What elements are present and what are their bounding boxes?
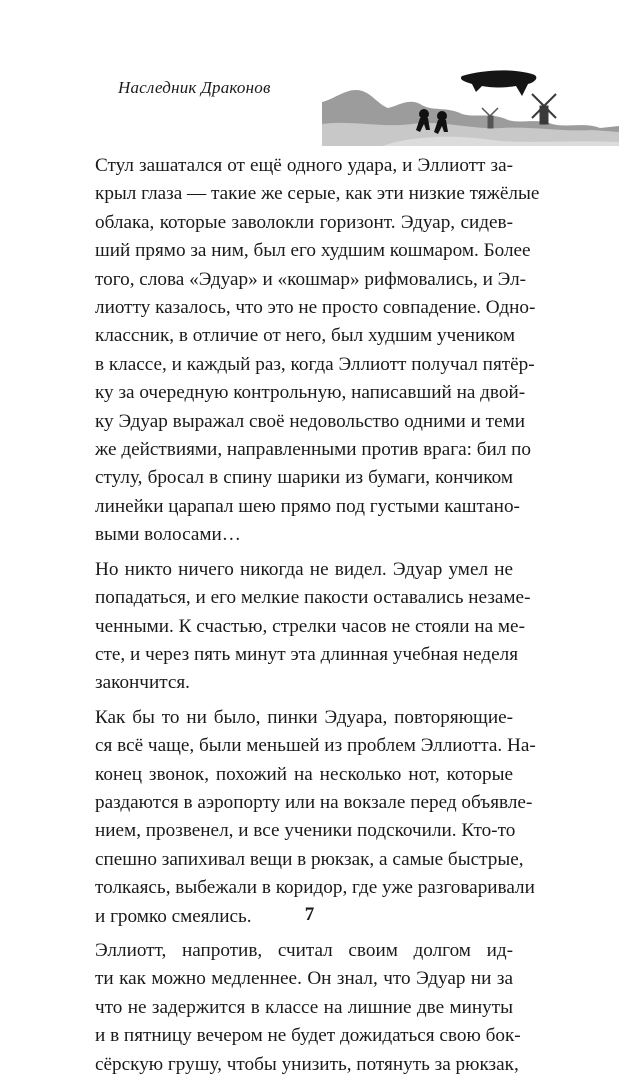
text-line: ти как можно медленнее. Он знал, что Эдуар ни за <box>95 968 513 990</box>
text-line: стулу, бросал в спину шарики из бумаги, кончиком <box>95 467 513 489</box>
paragraph <box>95 704 536 931</box>
text-line: выми волосами… <box>95 524 241 546</box>
text-line: линейки царапал шею прямо под густыми каштано- <box>95 495 520 517</box>
text-line: крыл глаза — такие же серые, как эти низкие тяжёлые <box>95 183 540 205</box>
text-line: Как бы то ни было, пинки Эдуара, повторяющие- <box>95 706 513 728</box>
header-illustration <box>322 62 619 146</box>
text-line: же действиями, направленными против врага: бил по <box>95 439 532 461</box>
paragraph <box>95 937 521 1079</box>
text-line: облака, которые заволокли горизонт. Эдуар, сидев- <box>95 211 513 233</box>
text-line: попадаться, и его мелкие пакости оставались незаме- <box>95 587 531 609</box>
text-line: закончится. <box>95 672 190 694</box>
body-text <box>95 152 540 1085</box>
text-line: Стул зашатался от ещё одного удара, и Эллиотт за- <box>95 155 513 176</box>
text-line: конец звонок, похожий на несколько нот, которые <box>95 763 513 785</box>
text-line: что не задержится в классе на лишние две минуты <box>95 996 513 1018</box>
text-line: Но никто ничего никогда не видел. Эдуар умел не <box>95 558 513 580</box>
page-number: 7 <box>304 904 315 925</box>
text-line: сте, и через пять минут эта длинная учебная неделя <box>95 643 519 665</box>
text-line: и громко смеялись. <box>95 905 252 927</box>
text-line: раздаются в аэропорту или на вокзале перед объявле- <box>95 791 533 813</box>
text-line: классник, в отличие от него, был худшим учеником <box>95 325 515 347</box>
text-line: лиотту казалось, что это не просто совпадение. Одно- <box>95 297 536 319</box>
text-line: спешно запихивал вещи в рюкзак, а самые быстрые, <box>95 848 524 870</box>
text-line: в классе, и каждый раз, когда Эллиотт получал пятёр- <box>95 353 535 375</box>
text-line: нием, прозвенел, и все ученики подскочили. Кто-то <box>95 820 516 842</box>
text-line: ший прямо за ним, был его худшим кошмаром. Более <box>95 240 531 262</box>
paragraph <box>95 152 540 550</box>
text-line: того, слова «Эдуар» и «кошмар» рифмовались, и Эл- <box>95 268 527 290</box>
paragraph <box>95 556 531 698</box>
text-line: толкаясь, выбежали в коридор, где уже разговаривали <box>95 877 535 899</box>
windmill-icon <box>532 94 556 124</box>
text-line: сёрскую грушу, чтобы унизить, потянуть за рюкзак, <box>95 1053 519 1075</box>
text-line: ся всё чаще, были меньшей из проблем Эллиотта. На- <box>95 735 536 757</box>
text-line: Эллиотт, напротив, считал своим долгом ид- <box>95 939 513 961</box>
flying-ship-icon <box>461 70 536 96</box>
text-line: ку за очередную контрольную, написавший на двой- <box>95 382 526 404</box>
text-line: ченными. К счастью, стрелки часов не стояли на ме- <box>95 615 525 637</box>
text-line: и в пятницу вечером не будет дожидаться свою бок- <box>95 1025 521 1047</box>
running-head: Наследник Драконов <box>118 78 271 97</box>
text-line: ку Эдуар выражал своё недовольство одними и теми <box>95 410 525 432</box>
